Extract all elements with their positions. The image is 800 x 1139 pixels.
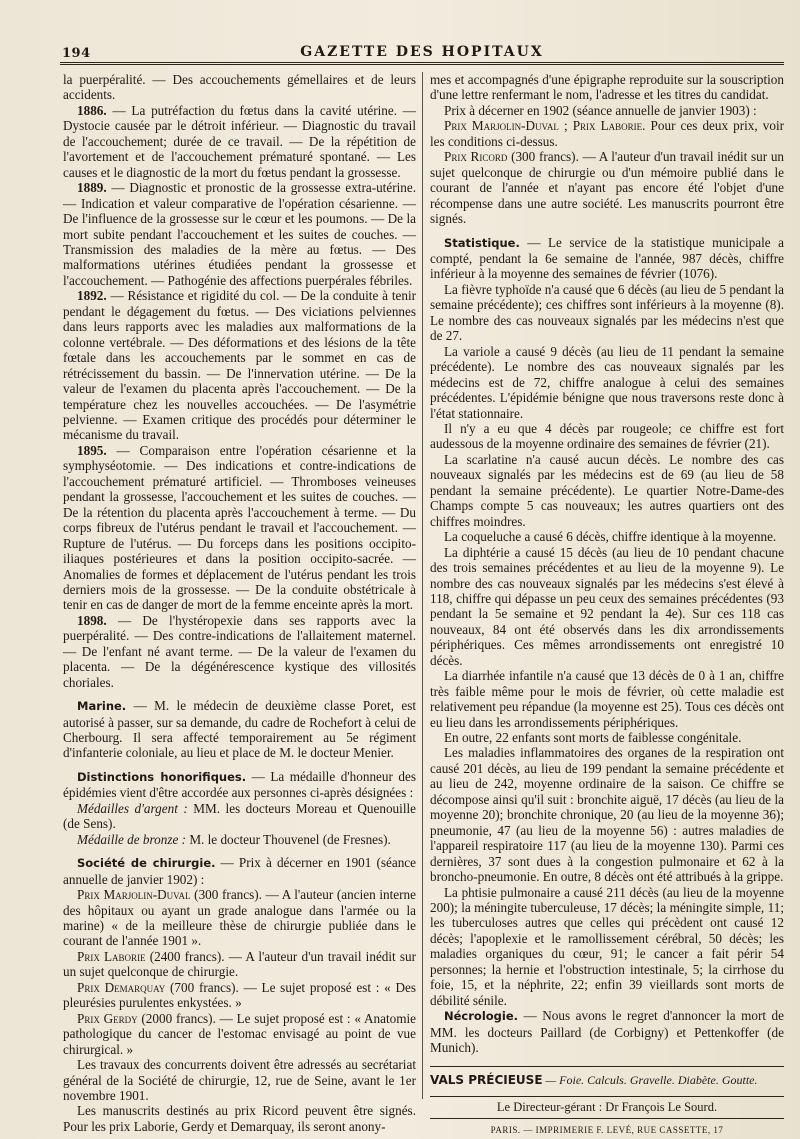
section-heading: Nécrologie.	[444, 1009, 518, 1024]
year-label: 1898.	[77, 612, 107, 628]
journal-title: GAZETTE DES HOPITAUX	[300, 44, 544, 60]
prize-laborie	[63, 949, 416, 980]
medal-silver	[63, 801, 416, 832]
ad-text: — Foie. Calculs. Gravelle. Diabète. Goutte.	[542, 1072, 758, 1087]
paragraph-text: (700 francs). — Le sujet proposé est : « Des pleurésies purulentes enkystées. »	[63, 979, 416, 1011]
section-societe-chirurgie	[63, 855, 416, 887]
paragraph: Les manuscrits destinés au prix Ricord peuvent être signés. Pour les prix Laborie, Gerdy et Demarquay, ils seront anony-	[63, 1103, 416, 1134]
paragraph-text: (2400 francs). — A l'auteur d'un travail inédit sur un sujet quelconque de chirurgie.	[63, 948, 417, 980]
paragraph-1898	[63, 613, 416, 690]
year-label: 1886.	[77, 102, 107, 118]
paragraph-text: (300 francs). — A l'auteur d'un travail inédit sur un sujet quelconque de chirurgie ou d'un mémoire publié dans le courant de l'année et n'ayant pas encore été l'objet d'une récompense dans une autre société. Les manuscrits pourront être signés.	[430, 149, 785, 227]
paragraph-text: . Pour ces deux prix, voir les conditions ci-dessus.	[430, 118, 785, 149]
section-marine	[63, 698, 416, 761]
medal-label: Médaille de bronze :	[77, 831, 187, 847]
paragraph-text: — Nous avons le regret d'annoncer la mort de MM. les docteurs Paillard (de Corbigny) et Pettenkoffer (de Munich).	[430, 1008, 784, 1056]
paragraph-text: — De l'hystéropexie dans ses rapports avec la puerpéralité. — Des contre-indications de l'allaitement maternel. — De l'enfant né avant terme. — De la valeur de l'examen du placenta. — De la dégénérescence kystique des villosités choriales.	[63, 612, 416, 690]
paragraph: la puerpéralité. — Des accouchements gémellaires et de leurs accidents.	[63, 72, 416, 103]
section-heading: Société de chirurgie.	[77, 856, 216, 871]
paragraph-1892	[63, 288, 416, 443]
section-distinctions	[63, 769, 416, 801]
section-heading: Distinctions honorifiques.	[77, 769, 247, 784]
section-heading: Marine.	[77, 699, 127, 714]
header-rule	[60, 62, 784, 65]
paragraph-text: — La médaille d'honneur des épidémies vient d'être accordée aux personnes ci-après désignées :	[63, 768, 416, 801]
paragraph-text: (300 francs). — A l'auteur (ancien interne des hôpitaux ou ayant un grade analogue dans l'armée ou la marine) « de la meilleure thèse de chirurgie publiée dans le courant de l'année 1901 ».	[63, 887, 416, 949]
prize-marjolin-duval	[63, 887, 416, 949]
advertisement-vals	[430, 1066, 784, 1088]
prize-gerdy	[63, 1011, 416, 1057]
paragraph-text: — Comparaison entre l'opération césarienne et la symphyséotomie. — Des indications et contre-indications de l'accouchement prématuré artificiel. — Thromboses veineuses pendant la grossesse, l'accouchement et les suites de couches. — De la rétention du placenta après l'accouchement à terme. — Du corps fibreux de l'utérus pendant le travail et l'accouchement. — Rupture de l'utérus. — Du forceps dans les positions occipito-iliaques postérieures et dans la position occipito-sacrée. — Anomalies de formes et déplacement de l'utérus pendant les trois derniers mois de la grossesse. — De la conduite obstétricale à tenir en cas de danger de mort de la femme enceinte après la mort.	[63, 442, 416, 613]
paragraph: La scarlatine n'a causé aucun décès. Le nombre des cas nouveaux signalés par les médecins est de 69 (au lieu de 58 pendant la semaine précédente). Le quartier Notre-Dame-des Champs compte 5 cas nouveaux; les autres quartiers ont des chiffres moindres.	[430, 451, 784, 529]
paragraph-1886	[63, 103, 416, 180]
separator: ;	[558, 118, 573, 134]
paragraph: La diarrhée infantile n'a causé que 13 décès de 0 à 1 an, chiffre très faible même pour le mois de février, où cette maladie est relativement peu répandue (la moyenne est 25). Tous ces décès ont eu lieu dans les arrondissements périphériques.	[430, 668, 784, 730]
paragraph-text: M. le docteur Thouvenel (de Fresnes).	[186, 831, 391, 847]
page-number: 194	[62, 46, 91, 61]
prize-ricord	[430, 149, 784, 226]
paragraph-text: — Résistance et rigidité du col. — De la conduite à tenir pendant le dégagement du fœtus. — Des viciations pelviennes dans leurs rapports avec les maladies aux malformations de la colonne vertébrale. — Des déformations et des lésions de la tête fœtale dans les accouchements par le sommet en cas de rétrécissement du bassin. — De l'innervation utérine. — De la valeur de l'examen du placenta après l'accouchement. — De la température chez les nouvelles accouchées. — De l'asymétrie pelvienne. — Examen critique des procédés pour déterminer le mécanisme du travail.	[63, 288, 416, 443]
printer-imprint: PARIS. — IMPRIMERIE F. LEVÉ, RUE CASSETTE, 17	[490, 1125, 724, 1136]
paragraph-text: — Le service de la statistique municipale a compté, pendant la 6e semaine de l'année, 987 décès, chiffre inférieur à la moyenne des semaines de février (1076).	[430, 234, 784, 282]
paragraph-1889	[63, 180, 416, 288]
prize-marjolin-laborie-1902	[430, 118, 784, 149]
paragraph: Prix à décerner en 1902 (séance annuelle de janvier 1903) :	[444, 102, 757, 118]
prize-name: Prix Gerdy	[77, 1010, 138, 1026]
section-heading: Statistique.	[444, 235, 520, 250]
paragraph-1895	[63, 443, 416, 613]
prize-name: Prix Demarquay	[77, 979, 166, 995]
paragraph: Les maladies inflammatoires des organes de la respiration ont causé 201 décès, au lieu de 199 pendant la semaine précédente et au lieu de 242, moyenne ordinaire de la saison. Ce chiffre se décompose ainsi qu'il suit : bronchite aiguë, 17 décès (au lieu de la moyenne 20); bronchite chronique, 20 (au lieu de la moyenne 36); pneumonie, 47 (au lieu de la moyenne 56) : autres maladies de l'appareil respiratoire 117 (au lieu de la moyenne 130). Parmi ces dernières, 37 sont dues à la congestion pulmonaire et 62 à la broncho-pneumonie. En outre, 8 décès ont été attribués à la grippe.	[430, 745, 784, 885]
ad-title: VALS PRÉCIEUSE	[430, 1072, 543, 1087]
year-label: 1889.	[77, 180, 107, 196]
paragraph: La variole a causé 9 décès (au lieu de 11 pendant la semaine précédente). Le nombre des cas nouveaux signalés par les médecins est de 72, chiffre analogue à celui des semaines précédentes. L'épidémie bénigne que nous traversons reste donc à l'état stationnaire.	[430, 343, 784, 421]
paragraph: La diphtérie a causé 15 décès (au lieu de 10 pendant chacune des trois semaines précédentes et au lieu de la moyenne 9). Le nombre des cas nouveaux signalés par les médecins s'est élevé à 118, chiffre qui dépasse un peu ceux des semaines précédentes (93 pendant la 5e semaine et 92 pendant la 4e). Sur ces 118 cas nouveaux, 84 ont été observés dans les dix arrondissements périphériques. Ces mêmes arrondissements ont enregistré 10 décès.	[430, 544, 784, 668]
section-statistique	[430, 235, 784, 282]
section-necrologie	[430, 1008, 784, 1055]
column-divider	[422, 72, 423, 1099]
prize-name: Prix Laborie	[77, 948, 146, 964]
right-column	[430, 72, 784, 1139]
prize-name: Prix Marjolin-Duval	[77, 887, 191, 903]
prize-name: Prix Ricord	[444, 149, 508, 165]
paragraph-text: — Diagnostic et pronostic de la grossesse extra-utérine. — Indication et valeur comparative de l'opération césarienne. — De l'influence de la grossesse sur le cœur et les poumons. — De la mort subite pendant l'accouchement et les suites de couches. — Transmission des maladies de la mère au fœtus. — Des malformations utérines étudiées pendant la grossesse et l'accouchement. — Pathogénie des affections puerpérales fébriles.	[63, 180, 416, 288]
paragraph-text: — Prix à décerner en 1901 (séance annuelle de janvier 1902) :	[63, 855, 416, 887]
year-label: 1892.	[77, 288, 107, 304]
paragraph: En outre, 22 enfants sont morts de faiblesse congénitale.	[444, 730, 742, 746]
prize-name: Prix Laborie	[572, 118, 643, 134]
year-label: 1895.	[77, 442, 107, 458]
paragraph: La coqueluche a causé 6 décès, chiffre identique à la moyenne.	[444, 529, 777, 545]
medal-label: Médailles d'argent :	[77, 800, 188, 816]
paragraph-text: — M. le médecin de deuxième classe Poret, est autorisé à passer, sur sa demande, du cadre de Rochefort à celui de Cherbourg. Il sera affecté temporairement au 5e régiment d'infanterie coloniale, au lieu et place de M. le docteur Menier.	[63, 698, 416, 761]
paragraph-text: (2000 francs). — Le sujet proposé est : « Anatomie pathologique du cancer de l'estomac envisagé au point de vue chirurgical. »	[63, 1010, 417, 1057]
paragraph: Il n'y a eu que 4 décès par rougeole; ce chiffre est fort audessous de la moyenne ordinaire des semaines de février (21).	[430, 420, 784, 452]
page-header	[62, 36, 782, 64]
medal-bronze	[63, 832, 416, 847]
paragraph: La phtisie pulmonaire a causé 211 décès (au lieu de la moyenne 200); la méningite tuberculeuse, 17 décès; la méningite simple, 11; les tuberculoses autres que celles qui précèdent ont causé 12 décès; l'apoplexie et le ramollissement cérébral, 50 décès; les maladies organiques du cœur, 91; le cancer a fait périr 54 personnes; la hernie et l'obstruction intestinale, 5; la cirrhose du foie, 15, et la néphrite, 22; enfin 39 vieillards sont morts de débilité sénile.	[430, 884, 784, 1008]
paragraph: mes et accompagnés d'une épigraphe reproduite sur la souscription d'une lettre renfermant le nom, l'adresse et les titres du candidat.	[430, 72, 784, 103]
paragraph: Les travaux des concurrents doivent être adressés au secrétariat général de la Société de chirurgie, 12, rue de Seine, avant le 1er novembre 1901.	[63, 1057, 416, 1103]
prize-name: Prix Marjolin-Duval	[444, 118, 559, 134]
paragraph-text: — La putréfaction du fœtus dans la cavité utérine. — Dystocie causée par le détroit inférieur. — Diagnostic du travail de l'accouchement; durée de ce travail. — De la répétition de l'avortement et de l'accouchement prématuré spontané. — Les causes et le diagnostic de la mort du fœtus pendant la grossesse.	[63, 102, 416, 180]
paragraph-text: MM. les docteurs Moreau et Quenouille (de Sens).	[63, 800, 416, 832]
prize-demarquay	[63, 980, 416, 1011]
left-column	[63, 72, 416, 1134]
paragraph: La fièvre typhoïde n'a causé que 6 décès (au lieu de 5 pendant la semaine précédente); ces chiffres sont inférieurs à la moyenne (8). Le nombre des cas nouveaux signalés par les médecins n'est que de 27.	[430, 281, 784, 344]
director-signature: Le Directeur-gérant : Dr François Le Sourd.	[430, 1096, 784, 1119]
